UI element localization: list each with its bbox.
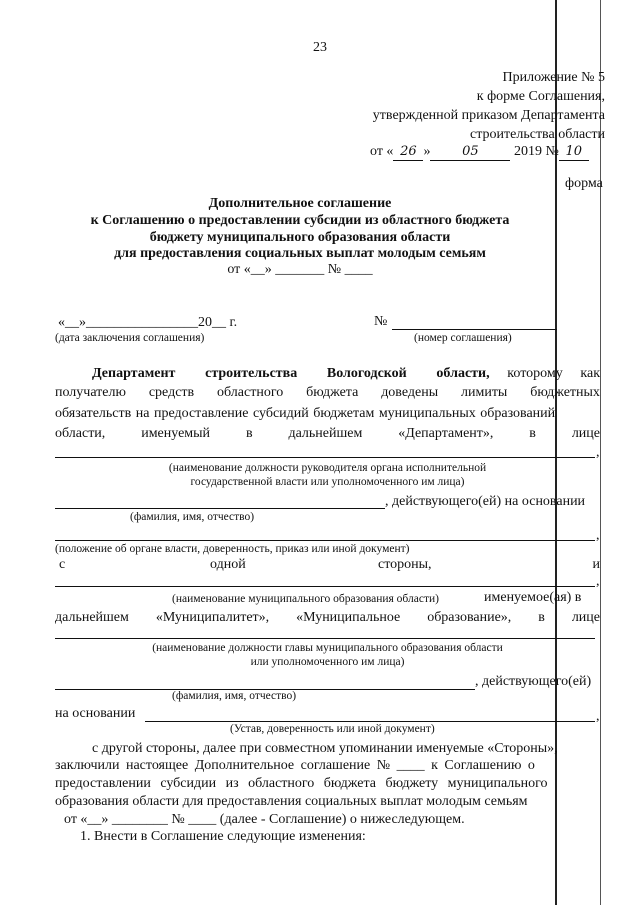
named-fem: именуемое(ая) в [484, 590, 582, 605]
blank-line-mo [55, 586, 595, 587]
dal-w5: лице [571, 610, 600, 625]
p2-line-3: предоставлении субсидии из областного бюджета бюджету муниципального [55, 776, 548, 791]
date-day: 26 [393, 144, 423, 161]
title-line-1: Дополнительное соглашение [208, 196, 392, 211]
side-word-forma: форма [565, 176, 603, 191]
p1-l2-w3: бюджета [306, 385, 359, 400]
caption-fio-1: (фамилия, имя, отчество) [130, 511, 255, 523]
caption-head-mo-2: или уполномоченного им лица) [250, 656, 405, 668]
acting-2: , действующего(ей) [475, 674, 592, 689]
agreement-date-field: «__»________________20__ г. [58, 315, 238, 330]
side-w3: и [592, 557, 600, 572]
p2-line-5: от «__» ________ № ____ (далее - Соглашение) о нижеследующем. [64, 812, 465, 827]
date-year: 2019 № [513, 144, 559, 159]
acting-basis: , действующего(ей) на основании [385, 494, 586, 509]
p1-l4-w4: «Департамент», [398, 426, 494, 441]
item-1: 1. Внести в Соглашение следующие изменения: [80, 829, 366, 844]
appendix-line-2: к форме Соглашения, [476, 89, 605, 104]
p1-l2-w1: средств [148, 385, 195, 400]
p2-line-2: заключили настоящее Дополнительное соглашение № ____ к Соглашению о [55, 758, 535, 773]
municipality-line [55, 610, 600, 626]
p1-l2-w4: доведены [381, 385, 439, 400]
appendix-line-3: утвержденной приказом Департамента [372, 108, 605, 123]
p1-l2-w2: областного [217, 385, 284, 400]
agreement-number-caption: (номер соглашения) [414, 332, 512, 344]
comma-4: , [596, 709, 600, 724]
date-mid: » [423, 144, 431, 159]
p1-l4-w0: области, [55, 426, 106, 441]
blank-line-basis [55, 540, 595, 541]
p1-l2-w5: лимиты [460, 385, 508, 400]
page-number: 23 [313, 40, 327, 55]
comma-2: , [596, 528, 600, 543]
caption-head-1: (наименование должности руководителя органа исполнительной [168, 462, 487, 474]
side-w2: стороны, [378, 557, 432, 572]
side-w0: с [59, 557, 66, 572]
appendix-date [370, 144, 589, 161]
date-prefix: от « [370, 144, 394, 159]
dal-w0: дальнейшем [55, 610, 129, 625]
p1-l4-w1: именуемый [141, 426, 211, 441]
p1-l4-w2: в [245, 426, 253, 441]
p2-line-1: с другой стороны, далее при совместном упоминании именуемые «Стороны», [92, 741, 558, 756]
p1-l4-w6: лице [571, 426, 600, 441]
p1-l2-w0: получателю [55, 385, 126, 400]
p1-l2-w6: бюджетных [530, 385, 600, 400]
caption-head-mo-1: (наименование должности главы муниципального образования области [152, 642, 503, 654]
p1-l4-w3: дальнейшем [288, 426, 363, 441]
dal-w4: в [538, 610, 545, 625]
appendix-line-4: строительства области [470, 127, 605, 142]
p1-line-1 [92, 366, 600, 382]
p1-line-4 [55, 426, 600, 442]
side-w1: одной [210, 557, 246, 572]
comma-1: , [596, 445, 600, 460]
p2-line-4: образования области для предоставления социальных выплат молодым семьям [55, 794, 528, 809]
title-line-2: к Соглашению о предоставлении субсидии из областного бюджета [90, 213, 510, 228]
agreement-number-prefix: № [374, 314, 388, 329]
blank-line-head-2 [55, 508, 385, 509]
agreement-number-line [392, 329, 557, 330]
caption-doc-2: (Устав, доверенность или иной документ) [230, 723, 435, 735]
on-basis: на основании [55, 706, 136, 721]
blank-line-head-mo [55, 638, 595, 639]
p1-bold: Департамент строительства Вологодской области, [92, 366, 490, 381]
appendix-line-1: Приложение № 5 [502, 70, 605, 85]
title-line-3: бюджету муниципального образования области [149, 230, 451, 245]
caption-mo: (наименование муниципального образования области) [172, 593, 439, 605]
p1-word2: как [580, 366, 601, 381]
date-month: 05 [430, 144, 510, 161]
caption-doc-1: (положение об органе власти, доверенность, приказ или иной документ) [55, 543, 410, 555]
p1-l4-w5: в [529, 426, 536, 441]
caption-fio-2: (фамилия, имя, отчество) [172, 690, 297, 702]
p1-line-3: обязательств на предоставление субсидий бюджетам муниципальных образований [55, 406, 556, 421]
dal-w3: образование», [427, 610, 512, 625]
blank-line-head [55, 457, 595, 458]
dal-w1: «Муниципалитет», [155, 610, 270, 625]
title-line-5: от «__» _______ № ____ [227, 262, 373, 277]
order-number: 10 [559, 144, 589, 161]
comma-3: , [596, 574, 600, 589]
p1-line-2 [55, 385, 600, 401]
caption-head-2: государственной власти или уполномоченного им лица) [190, 476, 465, 488]
p1-word1: которому [507, 366, 563, 381]
dal-w2: «Муниципальное [296, 610, 401, 625]
agreement-date-caption: (дата заключения соглашения) [55, 332, 205, 344]
title-line-4: для предоставления социальных выплат молодым семьям [114, 246, 486, 261]
blank-line-basis-2 [145, 721, 595, 722]
